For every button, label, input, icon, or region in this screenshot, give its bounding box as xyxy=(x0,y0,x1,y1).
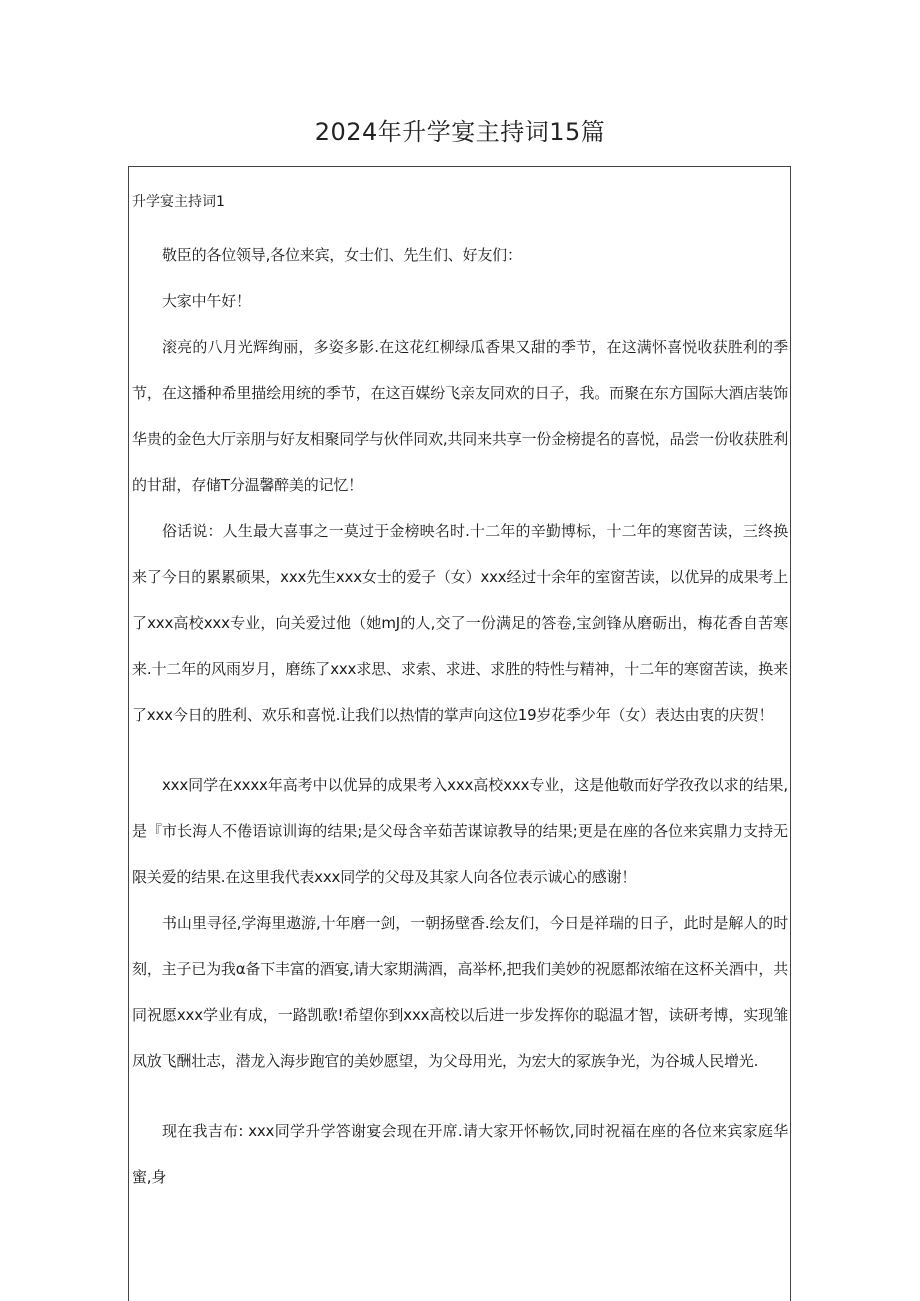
paragraph-toast: 书山里寻径,学海里遨游,十年磨一剑，一朝扬壁香.绘友们，今日是祥瑞的日子，此时是解人的时刻，主子已为我α备下丰富的酒宴,请大家期满酒，高举杯,把我们美妙的祝愿都浓缩在这杯关酒中，共同祝愿xxx学业有成，一路凯歌!希望你到xxx高校以后进一步发挥你的聪温才智，读研考博，实现雏凤放飞酬壮志，潜龙入海步跑官的美妙愿望，为父母用光，为宏大的冢族争光，为谷城人民增光. xyxy=(132,914,788,1070)
section-heading: 升学宴主持词1 xyxy=(132,194,225,210)
paragraph-august: 滚亮的八月光辉绚丽，多姿多影.在这花红柳绿瓜香果又甜的季节，在这满怀喜悦收获胜利的季节，在这播种希里描绘用统的季节，在这百媒纷飞亲友同欢的日子，我。而聚在东方国际大酒店装饰华贵的金色大厅亲朋与好友相聚同学与伙伴同欢,共同来共享一份金榜提名的喜悦，品尝一份收获胜利的甘甜，存储T分温馨醉美的记忆！ xyxy=(132,338,788,494)
paragraph-proverb: 俗话说：人生最大喜事之一莫过于金榜映名时.十二年的辛勤博标，十二年的寒窗苦读，三终换来了今日的累累硕果，xxx先生xxx女士的爱子（女）xxx经过十余年的室窗苦读，以优异的成果考上了xxx高校xxx专业，向关爱过他（她mJ的人,交了一份满足的答卷,宝剑锋从磨砺出，梅花香自苦寒来.十二年的风雨岁月，磨练了xxx求思、求索、求进、求胜的特性与精神，十二年的寒窗苦读，换来了xxx今日的胜利、欢乐和喜悦.让我们以热情的掌声向这位19岁花季少年（女）表达由衷的庆贺！ xyxy=(132,522,788,724)
document-title: 2024年升学宴主持词15篇 xyxy=(314,118,606,146)
paragraph-noon: 大家中午好！ xyxy=(162,292,251,310)
paragraph-exam-result: xxx同学在xxxx年高考中以优异的成果考入xxx高校xxx专业，这是他敬而好学孜孜以求的结果,是『市长海人不倦语谅训诲的结果;是父母含辛茹苦谋谅教导的结果;更是在座的各位来宾鼎力支持无限关爱的结果.在这里我代表xxx同学的父母及其家人向各位表示诚心的感谢！ xyxy=(132,776,788,886)
content-frame xyxy=(128,166,791,1301)
paragraph-opening: 现在我吉布: xxx同学升学答谢宴会现在开席.请大家开怀畅饮,同时祝福在座的各位来宾家庭华蜜,身 xyxy=(132,1122,788,1186)
paragraph-greeting: 敬臣的各位领导,各位来宾，女士们、先生们、好友们： xyxy=(162,246,522,264)
